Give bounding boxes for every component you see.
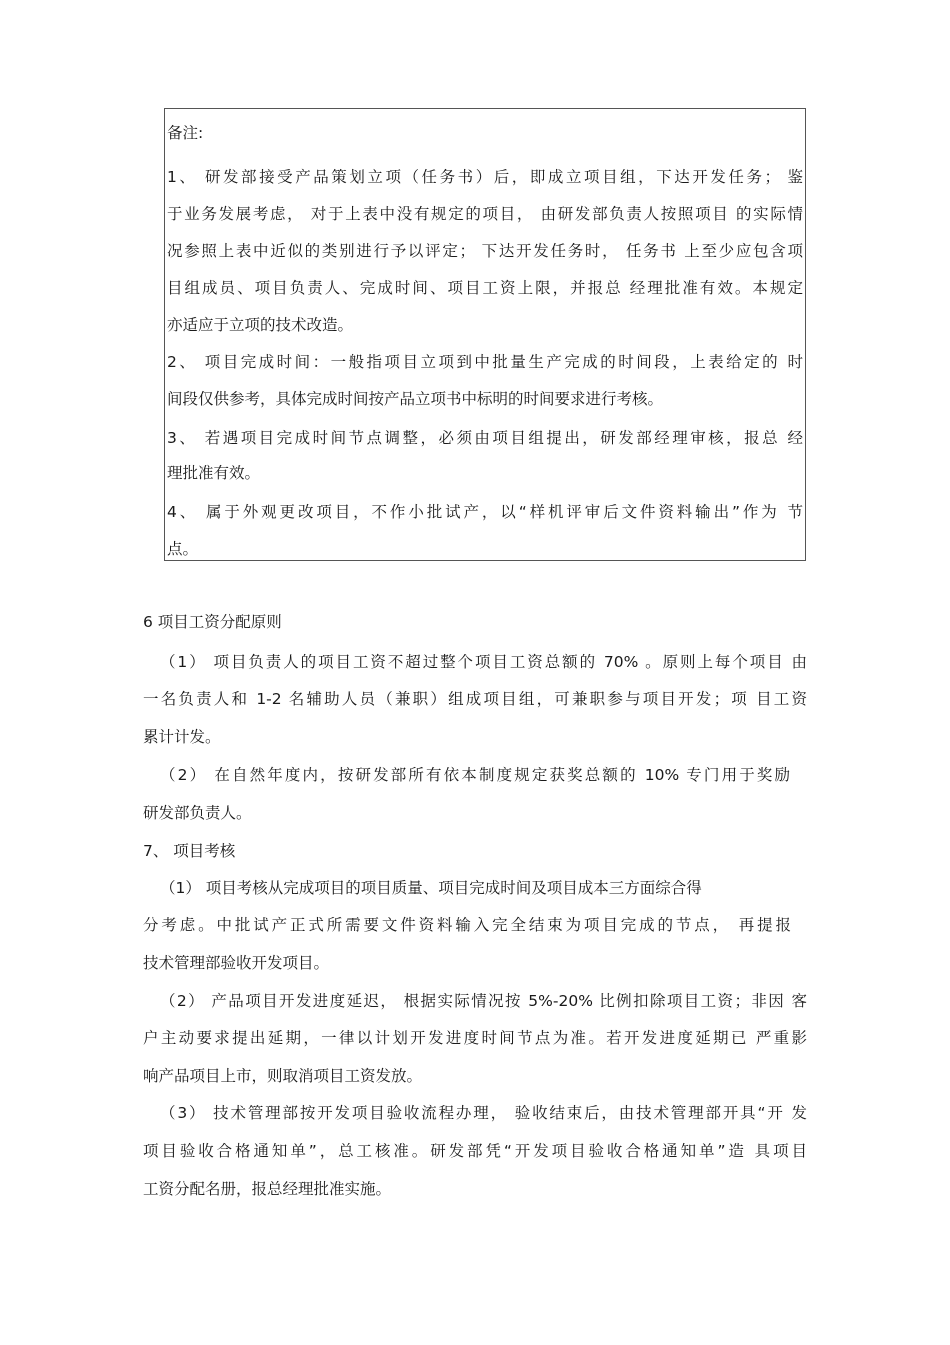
section-heading-6: 6 项目工资分配原则 (143, 613, 282, 631)
note-line: 1、 研发部接受产品策划立项（任务书）后，即成立项目组，下达开发任务； 鉴 (167, 168, 803, 186)
body-line: 响产品项目上市，则取消项目工资发放。 (143, 1067, 423, 1085)
body-line: 研发部负责人。 (143, 804, 252, 822)
body-line: （2） 在自然年度内，按研发部所有依本制度规定获奖总额的 10% 专门用于奖励 (160, 766, 790, 784)
body-line: 分考虑。中批试产正式所需要文件资料输入完全结束为项目完成的节点， 再提报 (143, 916, 791, 934)
note-line: 4、 属于外观更改项目，不作小批试产，以“样机评审后文件资料输出”作为 节 (167, 503, 803, 521)
body-line: （1） 项目负责人的项目工资不超过整个项目工资总额的 70% 。原则上每个项目 由 (160, 653, 807, 671)
body-line: 户主动要求提出延期，一律以计划开发进度时间节点为准。若开发进度延期已 严重影 (143, 1029, 807, 1047)
note-line: 理批准有效。 (167, 464, 261, 482)
body-line: （3） 技术管理部按开发项目验收流程办理， 验收结束后，由技术管理部开具“开 发 (160, 1104, 807, 1122)
note-line: 亦适应于立项的技术改造。 (167, 316, 354, 334)
notes-box (164, 108, 806, 561)
section-heading-7: 7、 项目考核 (143, 842, 236, 860)
note-line: 间段仅供参考，具体完成时间按产品立项书中标明的时间要求进行考核。 (167, 390, 664, 408)
note-line: 点。 (167, 540, 199, 558)
notes-title: 备注: (167, 124, 204, 142)
body-line: （2） 产品项目开发进度延迟， 根据实际情况按 5%-20% 比例扣除项目工资；非因 客 (160, 992, 807, 1010)
body-line: 累计计发。 (143, 728, 221, 746)
body-line: （1） 项目考核从完成项目的项目质量、项目完成时间及项目成本三方面综合得 (160, 879, 702, 897)
body-line: 技术管理部验收开发项目。 (143, 954, 330, 972)
note-line: 3、 若遇项目完成时间节点调整，必须由项目组提出，研发部经理审核，报总 经 (167, 429, 803, 447)
body-line: 项目验收合格通知单”，总工核准。研发部凭“开发项目验收合格通知单”造 具项目 (143, 1142, 807, 1160)
note-line: 目组成员、项目负责人、完成时间、项目工资上限，并报总 经理批准有效。本规定 (167, 279, 803, 297)
body-line: 一名负责人和 1-2 名辅助人员（兼职）组成项目组，可兼职参与项目开发；项 目工资 (143, 690, 807, 708)
note-line: 于业务发展考虑， 对于上表中没有规定的项目， 由研发部负责人按照项目 的实际情 (167, 205, 803, 223)
note-line: 况参照上表中近似的类别进行予以评定； 下达开发任务时， 任务书 上至少应包含项 (167, 242, 803, 260)
body-line: 工资分配名册，报总经理批准实施。 (143, 1180, 392, 1198)
note-line: 2、 项目完成时间：一般指项目立项到中批量生产完成的时间段，上表给定的 时 (167, 353, 803, 371)
